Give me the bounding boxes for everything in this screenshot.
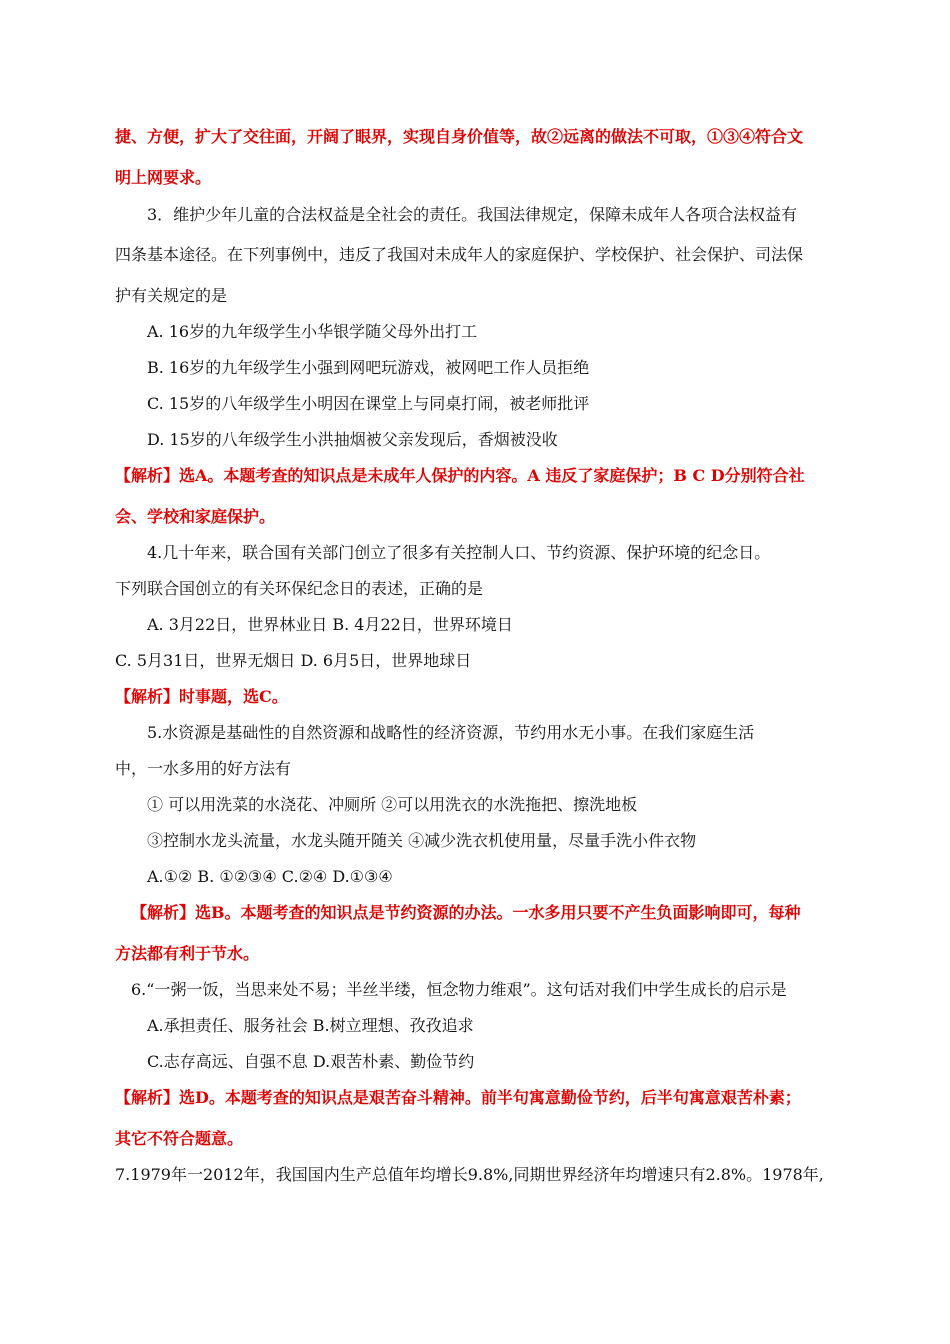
question-stem: 下列联合国创立的有关环保纪念日的表述，正确的是 — [115, 579, 484, 598]
question-stem: 5.水资源是基础性的自然资源和战略性的经济资源，节约用水无小事。在我们家庭生活 — [147, 723, 755, 742]
question-stem: 3．维护少年儿童的合法权益是全社会的责任。我国法律规定，保障未成年人各项合法权益有 — [147, 205, 798, 224]
question-stem: 护有关规定的是 — [115, 286, 228, 305]
question-stem: 四条基本途径。在下列事例中，违反了我国对未成年人的家庭保护、学校保护、社会保护、司法保 — [115, 245, 804, 264]
analysis-text: 明上网要求。 — [115, 168, 212, 187]
analysis-text: 【解析】选D。本题考查的知识点是艰苦奋斗精神。前半句寓意勤俭节约，后半句寓意艰苦朴素； — [115, 1088, 801, 1107]
answer-option: A.①② B. ①②③④ C.②④ D.①③④ — [147, 867, 393, 886]
answer-option: C. 5月31日，世界无烟日 D. 6月5日，世界地球日 — [115, 651, 472, 670]
answer-option: ① 可以用洗菜的水浇花、冲厕所 ②可以用洗衣的水洗拖把、擦洗地板 — [147, 795, 638, 814]
answer-option: B. 16岁的九年级学生小强到网吧玩游戏，被网吧工作人员拒绝 — [147, 358, 590, 377]
analysis-text: 【解析】选B。本题考查的知识点是节约资源的办法。一水多用只要不产生负面影响即可，每种 — [131, 903, 801, 922]
analysis-text: 【解析】时事题，选C。 — [115, 687, 288, 706]
question-stem: 中，一水多用的好方法有 — [115, 759, 292, 778]
analysis-text: 方法都有利于节水。 — [115, 944, 260, 963]
question-stem: 7.1979年一2012年，我国国内生产总值年均增长9.8%,同期世界经济年均增速只有2.8%。1978年, — [115, 1165, 824, 1184]
analysis-text: 会、学校和家庭保护。 — [115, 507, 276, 526]
answer-option: D. 15岁的八年级学生小洪抽烟被父亲发现后，香烟被没收 — [147, 430, 558, 449]
answer-option: C. 15岁的八年级学生小明因在课堂上与同桌打闹，被老师批评 — [147, 394, 590, 413]
analysis-text: 其它不符合题意。 — [115, 1129, 244, 1148]
analysis-text: 捷、方便，扩大了交往面，开阔了眼界，实现自身价值等，故②远离的做法不可取，①③④符合文 — [115, 127, 804, 146]
analysis-text: 【解析】选A。本题考查的知识点是未成年人保护的内容。A 违反了家庭保护；B C D分别符合社 — [115, 466, 805, 485]
answer-option: A. 16岁的九年级学生小华银学随父母外出打工 — [147, 322, 478, 341]
question-stem: 4.几十年来，联合国有关部门创立了很多有关控制人口、节约资源、保护环境的纪念日。 — [147, 543, 771, 562]
answer-option: ③控制水龙头流量，水龙头随开随关 ④减少洗衣机使用量，尽量手洗小件衣物 — [147, 831, 697, 850]
question-stem: 6.“一粥一饭，当思来处不易；半丝半缕，恒念物力维艰”。这句话对我们中学生成长的启示是 — [131, 980, 787, 999]
answer-option: C.志存高远、自强不息 D.艰苦朴素、勤俭节约 — [147, 1052, 475, 1071]
answer-option: A. 3月22日，世界林业日 B. 4月22日，世界环境日 — [147, 615, 513, 634]
answer-option: A.承担责任、服务社会 B.树立理想、孜孜追求 — [147, 1016, 474, 1035]
